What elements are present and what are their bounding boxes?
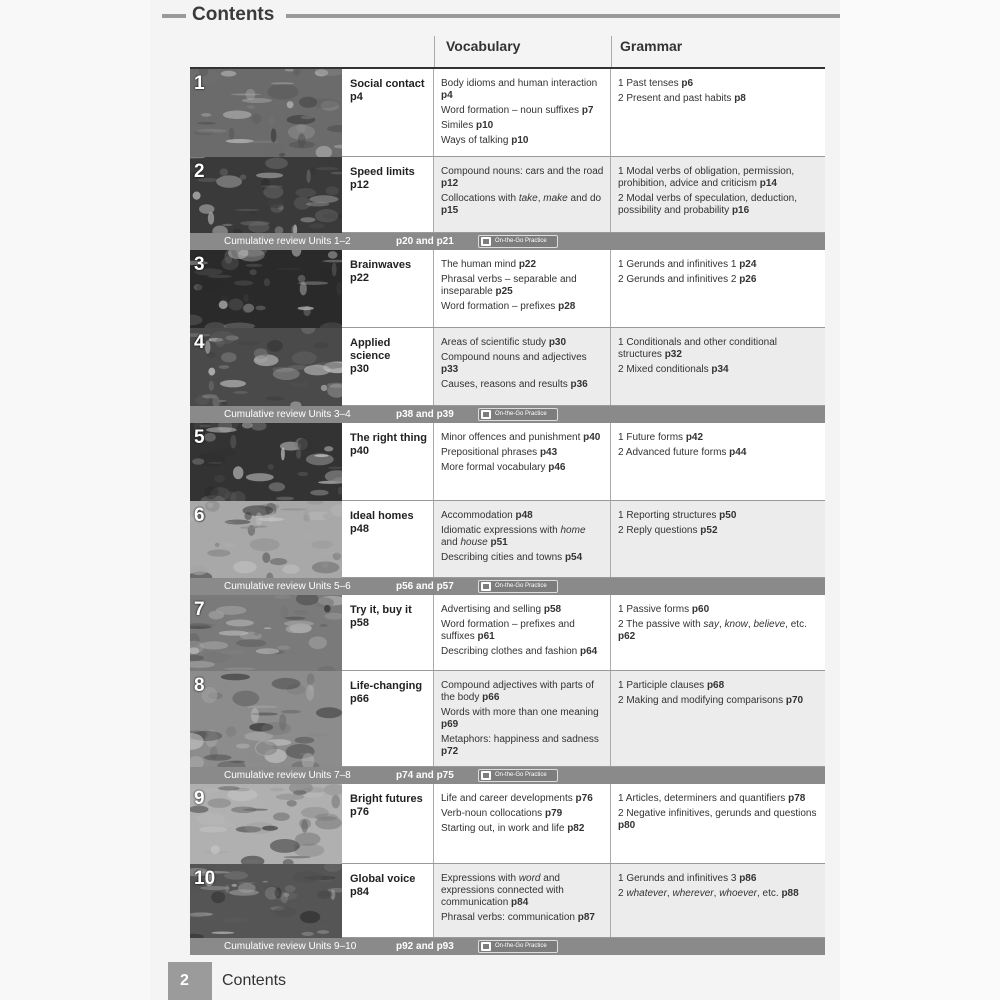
vocabulary-item[interactable]: Phrasal verbs: communication p87 bbox=[441, 912, 595, 923]
vocabulary-item[interactable]: Phrasal verbs – separable and inseparable p25 bbox=[441, 274, 577, 297]
unit-page: p30 bbox=[350, 363, 369, 375]
vocabulary-item[interactable]: Prepositional phrases p43 bbox=[441, 447, 558, 458]
unit-number: 3 bbox=[194, 254, 205, 275]
vocabulary-item[interactable]: Areas of scientific study p30 bbox=[441, 337, 567, 348]
unit-title[interactable] bbox=[350, 432, 433, 458]
macmillan-logo-icon bbox=[481, 942, 491, 951]
unit-number: 10 bbox=[194, 868, 216, 889]
cumulative-review-bar[interactable] bbox=[190, 578, 825, 595]
unit-page: p66 bbox=[350, 693, 369, 705]
grammar-list bbox=[611, 864, 825, 900]
on-the-go-badge[interactable] bbox=[478, 235, 558, 248]
unit-page: p84 bbox=[350, 886, 369, 898]
grammar-item[interactable]: 1 Passive forms p60 bbox=[618, 604, 710, 615]
unit-title-cell bbox=[342, 501, 434, 578]
grammar-list bbox=[611, 671, 825, 707]
unit-page: p22 bbox=[350, 272, 369, 284]
unit-number: 1 bbox=[194, 73, 205, 94]
unit-row-7 bbox=[190, 595, 825, 671]
unit-page: p12 bbox=[350, 179, 369, 191]
unit-number: 2 bbox=[194, 161, 205, 182]
macmillan-logo-icon bbox=[481, 237, 491, 246]
grammar-cell bbox=[611, 328, 825, 406]
unit-title[interactable] bbox=[350, 510, 433, 536]
grammar-item[interactable]: 2 The passive with say, know, believe, etc. p62 bbox=[618, 619, 807, 642]
on-the-go-badge[interactable] bbox=[478, 940, 558, 953]
title-row bbox=[160, 4, 840, 28]
vocabulary-list bbox=[434, 157, 610, 217]
unit-title[interactable] bbox=[350, 337, 433, 376]
neuron-photo bbox=[190, 250, 342, 328]
road-photo bbox=[190, 157, 342, 233]
grammar-item[interactable]: 2 Mixed conditionals p34 bbox=[618, 364, 729, 375]
crowd-photo bbox=[190, 69, 342, 157]
on-the-go-label: On-the-Go Practice bbox=[495, 238, 547, 244]
unit-title-cell bbox=[342, 864, 434, 938]
vocabulary-item[interactable]: Expressions with word and expressions connected with communication p84 bbox=[441, 873, 564, 908]
vocabulary-item[interactable]: Causes, reasons and results p36 bbox=[441, 379, 588, 390]
grammar-cell bbox=[611, 501, 825, 578]
vocabulary-cell bbox=[434, 671, 611, 767]
grammar-list bbox=[611, 595, 825, 643]
unit-title-cell bbox=[342, 157, 434, 233]
grammar-list bbox=[611, 69, 825, 105]
vocabulary-list bbox=[434, 328, 610, 391]
dna-photo bbox=[190, 328, 342, 406]
vocabulary-list bbox=[434, 423, 610, 474]
unit-title-cell bbox=[342, 671, 434, 767]
unit-title-text: Applied science bbox=[350, 337, 391, 362]
vocabulary-item[interactable]: Starting out, in work and life p82 bbox=[441, 823, 585, 834]
vocabulary-item[interactable]: Advertising and selling p58 bbox=[441, 604, 562, 615]
grammar-cell bbox=[611, 423, 825, 501]
on-the-go-badge[interactable] bbox=[478, 769, 558, 782]
column-divider bbox=[611, 36, 612, 68]
unit-row-1 bbox=[190, 69, 825, 157]
on-the-go-label: On-the-Go Practice bbox=[495, 411, 547, 417]
houses-photo bbox=[190, 501, 342, 578]
review-pages: p38 and p39 bbox=[396, 409, 454, 420]
dna-photo bbox=[190, 328, 342, 406]
review-label: Cumulative review Units 1–2 bbox=[224, 236, 351, 247]
grammar-cell bbox=[611, 157, 825, 233]
vocabulary-item[interactable]: Metaphors: happiness and sadness p72 bbox=[441, 734, 599, 757]
cumulative-review-bar[interactable] bbox=[190, 406, 825, 423]
macmillan-logo-icon bbox=[481, 582, 491, 591]
grammar-item[interactable]: 2 Negative infinitives, gerunds and questions p80 bbox=[618, 808, 817, 831]
review-pages: p92 and p93 bbox=[396, 941, 454, 952]
vocabulary-cell bbox=[434, 595, 611, 671]
column-divider bbox=[434, 36, 435, 68]
on-the-go-label: On-the-Go Practice bbox=[495, 583, 547, 589]
unit-title-cell bbox=[342, 595, 434, 671]
review-pages: p56 and p57 bbox=[396, 581, 454, 592]
vocabulary-item[interactable]: Word formation – noun suffixes p7 bbox=[441, 105, 594, 116]
grammar-list bbox=[611, 501, 825, 537]
vocabulary-cell bbox=[434, 501, 611, 578]
grammar-cell bbox=[611, 671, 825, 767]
vocabulary-item[interactable]: Word formation – prefixes p28 bbox=[441, 301, 576, 312]
grammar-cell bbox=[611, 784, 825, 864]
macmillan-logo-icon bbox=[481, 771, 491, 780]
unit-title[interactable] bbox=[350, 259, 433, 285]
unit-page: p4 bbox=[350, 91, 363, 103]
grammar-list bbox=[611, 784, 825, 832]
vocabulary-list bbox=[434, 864, 610, 924]
unit-title-cell bbox=[342, 69, 434, 157]
unit-number: 8 bbox=[194, 675, 205, 696]
unit-row-4 bbox=[190, 328, 825, 406]
review-label: Cumulative review Units 5–6 bbox=[224, 581, 351, 592]
page-margin-left bbox=[0, 0, 150, 1000]
vocabulary-item[interactable]: Similes p10 bbox=[441, 120, 494, 131]
grammar-cell bbox=[611, 69, 825, 157]
vocabulary-item[interactable]: Compound nouns and adjectives p33 bbox=[441, 352, 587, 375]
vocabulary-cell bbox=[434, 69, 611, 157]
title-rule-right bbox=[286, 14, 840, 18]
on-the-go-badge[interactable] bbox=[478, 580, 558, 593]
unit-title[interactable] bbox=[350, 873, 433, 899]
unit-page: p76 bbox=[350, 806, 369, 818]
review-label: Cumulative review Units 3–4 bbox=[224, 409, 351, 420]
unit-title-cell bbox=[342, 423, 434, 501]
vocabulary-column-header: Vocabulary bbox=[446, 38, 521, 54]
grammar-list bbox=[611, 423, 825, 459]
city-skyline-photo bbox=[190, 784, 342, 864]
cumulative-review-bar[interactable] bbox=[190, 938, 825, 955]
tree-photo bbox=[190, 864, 342, 938]
crowd-photo bbox=[190, 69, 342, 157]
unit-row-2 bbox=[190, 157, 825, 233]
unit-number: 6 bbox=[194, 505, 205, 526]
cumulative-review-bar[interactable] bbox=[190, 233, 825, 250]
unit-page: p58 bbox=[350, 617, 369, 629]
review-label: Cumulative review Units 7–8 bbox=[224, 770, 351, 781]
grammar-column-header: Grammar bbox=[620, 38, 683, 54]
footer-label: Contents bbox=[222, 972, 287, 989]
unit-title-text: Social contact bbox=[350, 78, 425, 90]
unit-title-cell bbox=[342, 250, 434, 328]
unit-number: 4 bbox=[194, 332, 205, 353]
houses-photo bbox=[190, 501, 342, 578]
vocabulary-item[interactable]: Collocations with take, make and do p15 bbox=[441, 193, 602, 216]
unit-number: 9 bbox=[194, 788, 205, 809]
grammar-list bbox=[611, 250, 825, 286]
grammar-item[interactable]: 1 Reporting structures p50 bbox=[618, 510, 737, 521]
review-pages: p20 and p21 bbox=[396, 236, 454, 247]
polar-bear-photo bbox=[190, 671, 342, 767]
vocabulary-item[interactable]: Word formation – prefixes and suffixes p61 bbox=[441, 619, 575, 642]
unit-title-cell bbox=[342, 328, 434, 406]
vocabulary-item[interactable]: Words with more than one meaning p69 bbox=[441, 707, 599, 730]
street-photo bbox=[190, 423, 342, 501]
cumulative-review-bar[interactable] bbox=[190, 767, 825, 784]
vocabulary-item[interactable]: The human mind p22 bbox=[441, 259, 537, 270]
grammar-item[interactable]: 1 Participle clauses p68 bbox=[618, 680, 725, 691]
vocabulary-item[interactable]: Compound adjectives with parts of the body p66 bbox=[441, 680, 594, 703]
vocabulary-item[interactable]: Life and career developments p76 bbox=[441, 793, 593, 804]
vocabulary-list bbox=[434, 69, 610, 147]
unit-row-6 bbox=[190, 501, 825, 578]
street-photo bbox=[190, 423, 342, 501]
grammar-cell bbox=[611, 595, 825, 671]
vocabulary-item[interactable]: Body idioms and human interaction p4 bbox=[441, 78, 598, 101]
city-skyline-photo bbox=[190, 784, 342, 864]
grammar-item[interactable]: 1 Gerunds and infinitives 3 p86 bbox=[618, 873, 757, 884]
unit-title-text: Life-changing bbox=[350, 680, 423, 692]
unit-row-3 bbox=[190, 250, 825, 328]
vocabulary-cell bbox=[434, 328, 611, 406]
vocabulary-cell bbox=[434, 250, 611, 328]
on-the-go-badge[interactable] bbox=[478, 408, 558, 421]
unit-number: 5 bbox=[194, 427, 205, 448]
vocabulary-list bbox=[434, 595, 610, 658]
vocabulary-item[interactable]: Idiomatic expressions with home and house p51 bbox=[441, 525, 586, 548]
grammar-item[interactable]: 2 Present and past habits p8 bbox=[618, 93, 746, 104]
unit-number: 7 bbox=[194, 599, 205, 620]
vocabulary-cell bbox=[434, 864, 611, 938]
unit-row-5 bbox=[190, 423, 825, 501]
grammar-item[interactable]: 1 Articles, determiners and quantifiers p78 bbox=[618, 793, 806, 804]
unit-title-text: Brainwaves bbox=[350, 259, 412, 271]
vocabulary-cell bbox=[434, 157, 611, 233]
review-label: Cumulative review Units 9–10 bbox=[224, 941, 357, 952]
macmillan-logo-icon bbox=[481, 410, 491, 419]
neuron-photo bbox=[190, 250, 342, 328]
unit-title[interactable] bbox=[350, 166, 433, 192]
vocabulary-item[interactable]: Accommodation p48 bbox=[441, 510, 533, 521]
grammar-item[interactable]: 1 Past tenses p6 bbox=[618, 78, 694, 89]
grammar-item[interactable]: 2 Advanced future forms p44 bbox=[618, 447, 747, 458]
vocabulary-item[interactable]: Describing clothes and fashion p64 bbox=[441, 646, 598, 657]
unit-row-10 bbox=[190, 864, 825, 938]
unit-title[interactable] bbox=[350, 78, 433, 104]
unit-title[interactable] bbox=[350, 793, 433, 819]
page-title: Contents bbox=[192, 4, 275, 25]
vocabulary-list bbox=[434, 784, 610, 835]
unit-row-9 bbox=[190, 784, 825, 864]
unit-title-text: The right thing bbox=[350, 432, 427, 444]
unit-title-text: Try it, buy it bbox=[350, 604, 412, 616]
unit-title-cell bbox=[342, 784, 434, 864]
on-the-go-label: On-the-Go Practice bbox=[495, 772, 547, 778]
unit-page: p40 bbox=[350, 445, 369, 457]
vocabulary-list bbox=[434, 250, 610, 313]
review-pages: p74 and p75 bbox=[396, 770, 454, 781]
polar-bear-photo bbox=[190, 671, 342, 767]
page-margin-right bbox=[840, 0, 1000, 1000]
unit-title-text: Global voice bbox=[350, 873, 416, 885]
unit-title-text: Ideal homes bbox=[350, 510, 414, 522]
grammar-item[interactable]: 1 Conditionals and other conditional structures p32 bbox=[618, 337, 777, 360]
road-photo bbox=[190, 157, 342, 233]
vocabulary-item[interactable]: Describing cities and towns p54 bbox=[441, 552, 583, 563]
grammar-item[interactable]: 2 Reply questions p52 bbox=[618, 525, 718, 536]
fabric-photo bbox=[190, 595, 342, 671]
grammar-list bbox=[611, 328, 825, 376]
vocabulary-item[interactable]: Verb-noun collocations p79 bbox=[441, 808, 563, 819]
grammar-cell bbox=[611, 250, 825, 328]
grammar-item[interactable]: 1 Modal verbs of obligation, permission, prohibition, advice and criticism p14 bbox=[618, 166, 795, 189]
fabric-photo bbox=[190, 595, 342, 671]
grammar-item[interactable]: 2 Gerunds and infinitives 2 p26 bbox=[618, 274, 757, 285]
vocabulary-list bbox=[434, 671, 610, 758]
title-rule-left bbox=[162, 14, 186, 18]
vocabulary-cell bbox=[434, 784, 611, 864]
unit-title[interactable] bbox=[350, 604, 433, 630]
footer-page-tab bbox=[168, 962, 212, 1000]
unit-title-text: Speed limits bbox=[350, 166, 415, 178]
unit-page: p48 bbox=[350, 523, 369, 535]
footer-page-number: 2 bbox=[180, 972, 189, 989]
vocabulary-item[interactable]: More formal vocabulary p46 bbox=[441, 462, 566, 473]
vocabulary-cell bbox=[434, 423, 611, 501]
grammar-item[interactable]: 2 Modal verbs of speculation, deduction, possibility and probability p16 bbox=[618, 193, 797, 216]
unit-title[interactable] bbox=[350, 680, 433, 706]
grammar-item[interactable]: 2 whatever, wherever, whoever, etc. p88 bbox=[618, 888, 799, 899]
grammar-item[interactable]: 1 Future forms p42 bbox=[618, 432, 704, 443]
vocabulary-item[interactable]: Minor offences and punishment p40 bbox=[441, 432, 601, 443]
on-the-go-label: On-the-Go Practice bbox=[495, 943, 547, 949]
grammar-item[interactable]: 1 Gerunds and infinitives 1 p24 bbox=[618, 259, 757, 270]
grammar-cell bbox=[611, 864, 825, 938]
vocabulary-list bbox=[434, 501, 610, 564]
unit-title-text: Bright futures bbox=[350, 793, 423, 805]
grammar-list bbox=[611, 157, 825, 217]
vocabulary-item[interactable]: Compound nouns: cars and the road p12 bbox=[441, 166, 604, 189]
unit-row-8 bbox=[190, 671, 825, 767]
grammar-item[interactable]: 2 Making and modifying comparisons p70 bbox=[618, 695, 804, 706]
vocabulary-item[interactable]: Ways of talking p10 bbox=[441, 135, 529, 146]
